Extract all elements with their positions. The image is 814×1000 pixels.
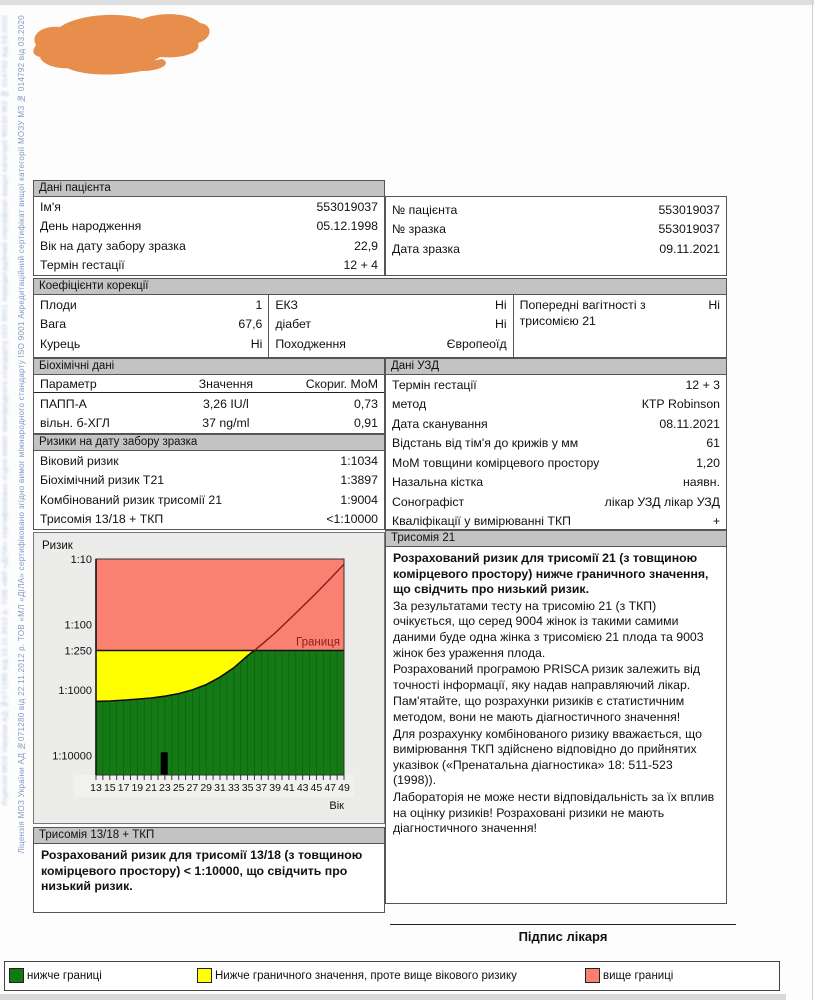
row-value: лікар УЗД лікар УЗД: [604, 494, 720, 509]
table-row: [386, 453, 726, 473]
table-row: [514, 295, 726, 331]
signature-line: [390, 924, 736, 925]
vertical-fine-print-outer: Ліцензія МОЗ України АД №071280 від 22.11.2012 р. ТОВ «МЛ «ДІЛА» сертифіковано згідно вимог міжнародного стандарту ISO 9001 Акредитаційний сертифікат вищої категорії МОЗУ МЗ № 014792 від 03.2020: [0, 15, 9, 806]
correction-col3: [513, 295, 726, 358]
row-value: 22,9: [354, 238, 378, 253]
paragraph: Для розрахунку комбінованого ризику вважається, що вимірювання ТКП здійснено відповідно до прийнятих указівок («Пренатальна діагностика» 18: 511-523 (1998)).: [393, 726, 702, 788]
svg-text:15: 15: [103, 782, 116, 794]
svg-text:Вік: Вік: [329, 800, 344, 812]
svg-text:33: 33: [227, 782, 240, 794]
row-value: 1:3897: [340, 473, 378, 487]
col-header: Скориг. МоМ: [305, 377, 378, 391]
risks-rows: [34, 451, 384, 529]
table-row: [34, 197, 384, 217]
row-label: День народження: [40, 219, 142, 233]
row-value: 553019037: [658, 202, 720, 217]
paragraph: За результатами тесту на трисомію 21 (з ТКП) очікується, що серед 9004 жінок із такими самими даними буде одна жінка з трисомією 21 плода та 9003 жінок без ураження плода.: [393, 598, 704, 660]
legend-label: Нижче граничного значення, проте вище вікового ризику: [215, 969, 517, 982]
legend-item-pink: [585, 968, 673, 983]
vertical-fine-print: Ліцензія МОЗ України АД №071280 від 22.11.2012 р. ТОВ «МЛ «ДІЛА» сертифіковано згідно вимог міжнародного стандарту ISO 9001 Акредитаційний сертифікат вищої категорії МОЗУ МЗ № 014792 від 03.2020: [17, 15, 26, 854]
table-row: [34, 236, 384, 256]
table-row: [269, 315, 512, 335]
svg-text:49: 49: [338, 782, 350, 794]
row-label: Комбінований ризик трисомії 21: [40, 492, 223, 507]
biochem-box: [33, 358, 385, 434]
table-row: [34, 334, 268, 354]
row-value: 1,20: [696, 455, 720, 470]
table-row: [386, 492, 726, 512]
svg-text:23: 23: [159, 782, 171, 794]
row-cell: ПАПП-А: [40, 396, 87, 411]
row-cell: вільн. б-ХГЛ: [40, 416, 110, 430]
table-row: [34, 394, 384, 414]
row-label: Сонографіст: [392, 494, 465, 509]
row-cell: 0,73: [354, 396, 378, 411]
legend-item-yellow: [197, 968, 517, 983]
risks-box: [33, 434, 385, 530]
correction-col1: [34, 295, 268, 358]
svg-text:25: 25: [172, 782, 185, 794]
svg-text:13: 13: [90, 782, 102, 794]
patient-left-rows: [34, 197, 384, 275]
row-value: Європеоїд: [446, 336, 507, 351]
row-label: МоМ товщини комірцевого простору: [392, 455, 600, 470]
chart-legend: [4, 961, 780, 991]
row-label: Дата сканування: [392, 416, 488, 431]
trisomy1318-conclusion: Розрахований ризик для трисомії 13/18 (з товщиною комірцевого простору) < 1:10000, що свідчить про низький ризик.: [41, 848, 363, 894]
row-value: +: [712, 514, 720, 528]
table-row: [269, 295, 512, 315]
row-label: Дата зразка: [392, 241, 460, 256]
section-header-trisomy21: Трисомія 21: [386, 531, 726, 547]
section-header-biochem: Біохімічні дані: [34, 359, 384, 375]
row-label: діабет: [275, 317, 312, 331]
redaction-scribble-top: [22, 5, 217, 83]
row-value: КТР Robinson: [641, 397, 720, 411]
table-row: [386, 375, 726, 395]
row-label: Біохімічний ризик Т21: [40, 473, 165, 487]
row-label: Трисомія 13/18 + ТКП: [40, 512, 164, 526]
trisomy1318-text: [34, 844, 384, 900]
page-bottom-strip: [0, 994, 786, 1000]
row-value: 12 + 3: [685, 377, 720, 392]
row-value: наявн.: [682, 475, 720, 489]
table-row: [386, 512, 726, 532]
table-row: [34, 414, 384, 434]
row-label: № пацієнта: [392, 202, 458, 217]
row-value: 553019037: [658, 222, 720, 236]
row-label: Вага: [40, 317, 67, 331]
svg-text:1:250: 1:250: [64, 645, 92, 658]
col-header: Значення: [198, 377, 254, 391]
svg-text:39: 39: [269, 782, 281, 794]
legend-swatch-green: [9, 968, 24, 983]
row-label: № зразка: [392, 222, 446, 236]
correction-col2: [268, 295, 512, 358]
table-row: [386, 414, 726, 434]
row-cell: 3,26 IU/l: [202, 396, 249, 411]
row-label: Кваліфікації у вимірюванні ТКП: [392, 514, 571, 528]
legend-swatch-yellow: [197, 968, 212, 983]
row-label: метод: [392, 397, 427, 411]
section-header-risks: Ризики на дату забору зразка: [34, 435, 384, 451]
col-header: Параметр: [40, 377, 97, 391]
risk-chart-panel: [33, 532, 385, 824]
trisomy21-paragraphs: [393, 599, 719, 837]
svg-text:Границя: Границя: [296, 636, 340, 649]
svg-text:19: 19: [131, 782, 144, 794]
row-value: Ні: [250, 336, 263, 351]
page-right-edge: [812, 0, 813, 1000]
svg-text:1:1000: 1:1000: [58, 684, 92, 697]
trisomy21-box: [385, 530, 727, 904]
row-cell: 37 ng/ml: [202, 416, 250, 430]
svg-text:27: 27: [186, 782, 199, 794]
table-row: [386, 200, 726, 220]
svg-text:37: 37: [255, 782, 268, 794]
ultrasound-box: [385, 358, 727, 530]
table-row: [34, 451, 384, 471]
row-value: 67,6: [238, 317, 263, 331]
row-label: Походження: [275, 336, 346, 351]
row-value: 1:1034: [340, 453, 378, 468]
legend-item-green: [9, 968, 102, 983]
row-label: ЕКЗ: [275, 297, 298, 312]
patient-ids-box: [385, 196, 727, 276]
table-row: [386, 395, 726, 415]
row-label: Віковий ризик: [40, 453, 119, 468]
svg-text:41: 41: [283, 782, 295, 794]
section-header-correction: Коефіцієнти корекції: [34, 279, 726, 295]
svg-text:31: 31: [214, 782, 226, 794]
svg-text:35: 35: [241, 782, 254, 794]
row-value: <1:10000: [326, 512, 378, 526]
row-label: Плоди: [40, 297, 77, 312]
table-row: [386, 220, 726, 240]
row-value: Ні: [495, 317, 507, 331]
paragraph: Розрахований програмою PRISCA ризик залежить від точності інформації, яку надав направляючий лікар.: [393, 662, 701, 692]
biochem-header-row: [34, 375, 384, 393]
table-row: [34, 295, 268, 315]
table-row: [269, 334, 512, 354]
svg-text:17: 17: [117, 782, 130, 794]
row-value: 08.11.2021: [659, 416, 720, 431]
legend-swatch-pink: [585, 968, 600, 983]
risk-chart: [34, 533, 384, 828]
row-value: Ні: [495, 297, 507, 312]
row-value: 1: [255, 297, 263, 312]
svg-text:1:100: 1:100: [64, 619, 92, 632]
trisomy21-text: [386, 547, 726, 842]
patient-right-rows: [386, 200, 726, 259]
row-label: Відстань від тім'я до крижів у мм: [392, 436, 579, 450]
row-label: Термін гестації: [40, 258, 125, 272]
svg-text:1:10: 1:10: [70, 554, 92, 566]
svg-text:1:10000: 1:10000: [52, 750, 92, 763]
row-label: Попередні вагітності з трисомією 21: [519, 297, 646, 328]
table-row: [34, 256, 384, 276]
patient-data-box: [33, 180, 385, 276]
ultrasound-rows: [386, 375, 726, 531]
section-header-trisomy1318: Трисомія 13/18 + ТКП: [34, 828, 384, 844]
table-row: [34, 471, 384, 491]
table-row: [34, 315, 268, 335]
svg-text:29: 29: [200, 782, 213, 794]
svg-text:47: 47: [324, 782, 337, 794]
row-value: 12 + 4: [343, 258, 378, 272]
signature-label: Підпис лікаря: [518, 929, 608, 944]
row-value: 05.12.1998: [316, 219, 378, 233]
row-value: 1:9004: [340, 492, 378, 507]
section-header-ultrasound: Дані УЗД: [386, 359, 726, 375]
correction-box: [33, 278, 727, 358]
svg-text:21: 21: [145, 782, 157, 794]
paragraph: Лабораторія не може нести відповідальність за їх вплив на оцінку ризиків! Розраховані ризики не мають діагностичного значення!: [393, 789, 715, 836]
row-label: Вік на дату забору зразка: [40, 238, 186, 253]
row-value: 09.11.2021: [659, 241, 720, 256]
row-label: Термін гестації: [392, 377, 477, 392]
row-label: Назальна кістка: [392, 475, 484, 489]
biochem-rows: [34, 394, 384, 433]
table-row: [34, 490, 384, 510]
svg-text:45: 45: [310, 782, 323, 794]
trisomy21-conclusion: Розрахований ризик для трисомії 21 (з товщиною комірцевого простору) нижче граничного значення, що свідчить про низький ризик.: [393, 551, 709, 597]
table-row: [386, 239, 726, 259]
legend-label: вище границі: [603, 969, 674, 982]
section-header-patient: Дані пацієнта: [34, 181, 384, 197]
table-row: [34, 217, 384, 237]
row-value: 61: [706, 436, 720, 450]
table-row: [34, 510, 384, 530]
row-label: Ім'я: [40, 199, 61, 214]
row-value: 553019037: [316, 199, 378, 214]
trisomy1318-box: [33, 827, 385, 913]
row-cell: 0,91: [354, 416, 378, 430]
table-row: [386, 434, 726, 454]
svg-text:43: 43: [296, 782, 309, 794]
table-row: [386, 473, 726, 493]
legend-label: нижче границі: [27, 969, 102, 982]
row-label: Курець: [40, 336, 81, 351]
paragraph: Пам'ятайте, що розрахунки ризиків є статистичним методом, вони не мають діагностичного значення!: [393, 694, 685, 724]
svg-text:Ризик: Ризик: [42, 540, 73, 552]
row-value: Ні: [708, 297, 721, 312]
